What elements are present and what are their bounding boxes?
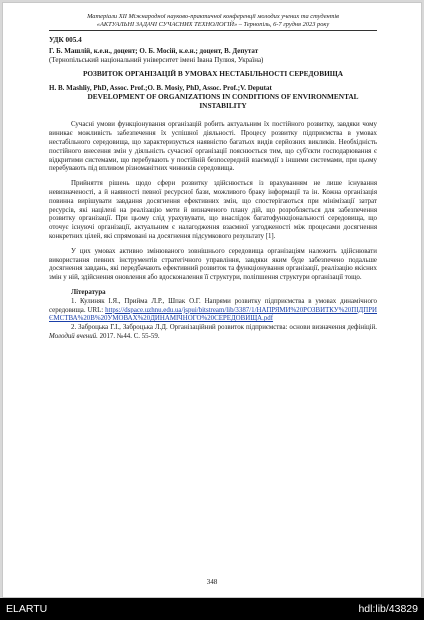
affiliation: (Тернопільський національний університет імені Івана Пулюя, Україна) xyxy=(49,55,264,64)
header-line-2: «АКТУАЛЬНІ ЗАДАЧІ СУЧАСНИХ ТЕХНОЛОГІЙ» – Тернопіль, 6-7 грудня 2023 року xyxy=(96,20,330,28)
page-content xyxy=(49,13,377,342)
document-page xyxy=(2,2,422,598)
udc-code: УДК 005.4 xyxy=(49,36,82,45)
reference-1-link[interactable]: https://dspace.uzhnu.edu.ua/jspui/bitstream/lib/3387/1/НАПРЯМИ%20РОЗВИТКУ%20ПІДПРИЄМСТВА%20В%20УМОВАХ%20ДИНАМІЧНОГО%20СЕРЕДОВИЩА.pdf xyxy=(49,306,377,323)
authors-ua: Г. Б. Машлій, к.е.н., доцент; О. Б. Мосій, к.е.н.; доцент, В. Депутат xyxy=(49,46,259,55)
reference-2-journal: Молодий вчений. xyxy=(49,332,98,340)
title-ua: РОЗВИТОК ОРГАНІЗАЦІЙ В УМОВАХ НЕСТАБІЛЬНОСТІ СЕРЕДОВИЩА xyxy=(82,68,344,78)
header-line-1: Матеріали ХІІ Міжнародної науково-практичної конференції молодих учених та студентів xyxy=(87,13,339,20)
handle-id: hdl:lib/43829 xyxy=(358,603,418,615)
reference-1-text: 1. Кулиняк І.Я., Приймa Л.Р., Шпак О.Г. Напрями розвитку підприємства в умовах динамічного середовища. URL: xyxy=(49,297,377,314)
page-number: 348 xyxy=(206,578,218,586)
body-paragraph-3: У цих умовах активно змінюваного зовнішнього середовища організаціям належить здійснювати використання певних інструментів стратегічного управління, завдяки яким буде забезпечено подальше досягнення завдань, які передбачають ефективний розвиток та функціонування організації, реалізацію якісних змін у ній, здійснення оновлення або вдосконалення її структури, поліпшення структури організації тощо. xyxy=(49,247,377,282)
reference-2-text: 2. Заброцька Г.І., Заброцька Л.Д. Організаційний розвиток підприємства: основи визначення дефініцій. xyxy=(71,324,377,332)
literature-heading: Література xyxy=(71,288,106,296)
body-paragraph-1: Сучасні умови функціонування організацій робить актуальним їх постійного розвитку, завдяки чому виникає можливість забезпечення їх успішної діяльності. Процесу розвитку підприємства в умовах нестабільного середовища, що характеризується наявністю багатьох видів серйозних викликів. Необхідність постійного внесення змін у діяльність сучасної організації пояснюється тим, що суб'єкти господарювання є відкритими системами, що перебувають у постійній безпосередній взаємодії з іншими системами, при цьому перебувають під впливом різноманітних чинників середовища. xyxy=(49,121,377,173)
running-header xyxy=(49,13,377,31)
viewer-footer-bar xyxy=(0,598,424,620)
reference-2-tail: 2017. №44. С. 55-59. xyxy=(99,332,160,340)
reference-2 xyxy=(49,324,377,342)
authors-en: H. B. Mashliy, PhD, Assoc. Prof.;O. B. Mosiy, PhD, Assoc. Prof.;V. Deputat xyxy=(49,84,272,93)
body-paragraph-2: Прийняття рішень щодо сфери розвитку здійснюється із врахуванням не лише існування невизначеності, а й наявності певної ресурсної бази, можливого браку інформації та ін. Кожна організація повинна вирішувати завдання досягнення ефективних змін, що спостерігаються при мінімізації затрат ресурсів, які націлені на реалізацію мети й визначеного плану дій, що розробляється для забезпечення розвитку організації. При цьому слід урахувувати, що внаслідок багатофункціональності середовища, що оточує існуючі організації, актуальним є налагодження взаємної узгодженості між процесами досягнення конкретних цілей, які спрямовані на досягнення підсумкового результату [1]. xyxy=(49,180,377,240)
repository-name: ELARTU xyxy=(6,603,48,615)
reference-1 xyxy=(49,298,377,324)
title-en: DEVELOPMENT OF ORGANIZATIONS IN CONDITIONS OF ENVIRONMENTAL INSTABILITY xyxy=(87,92,359,110)
